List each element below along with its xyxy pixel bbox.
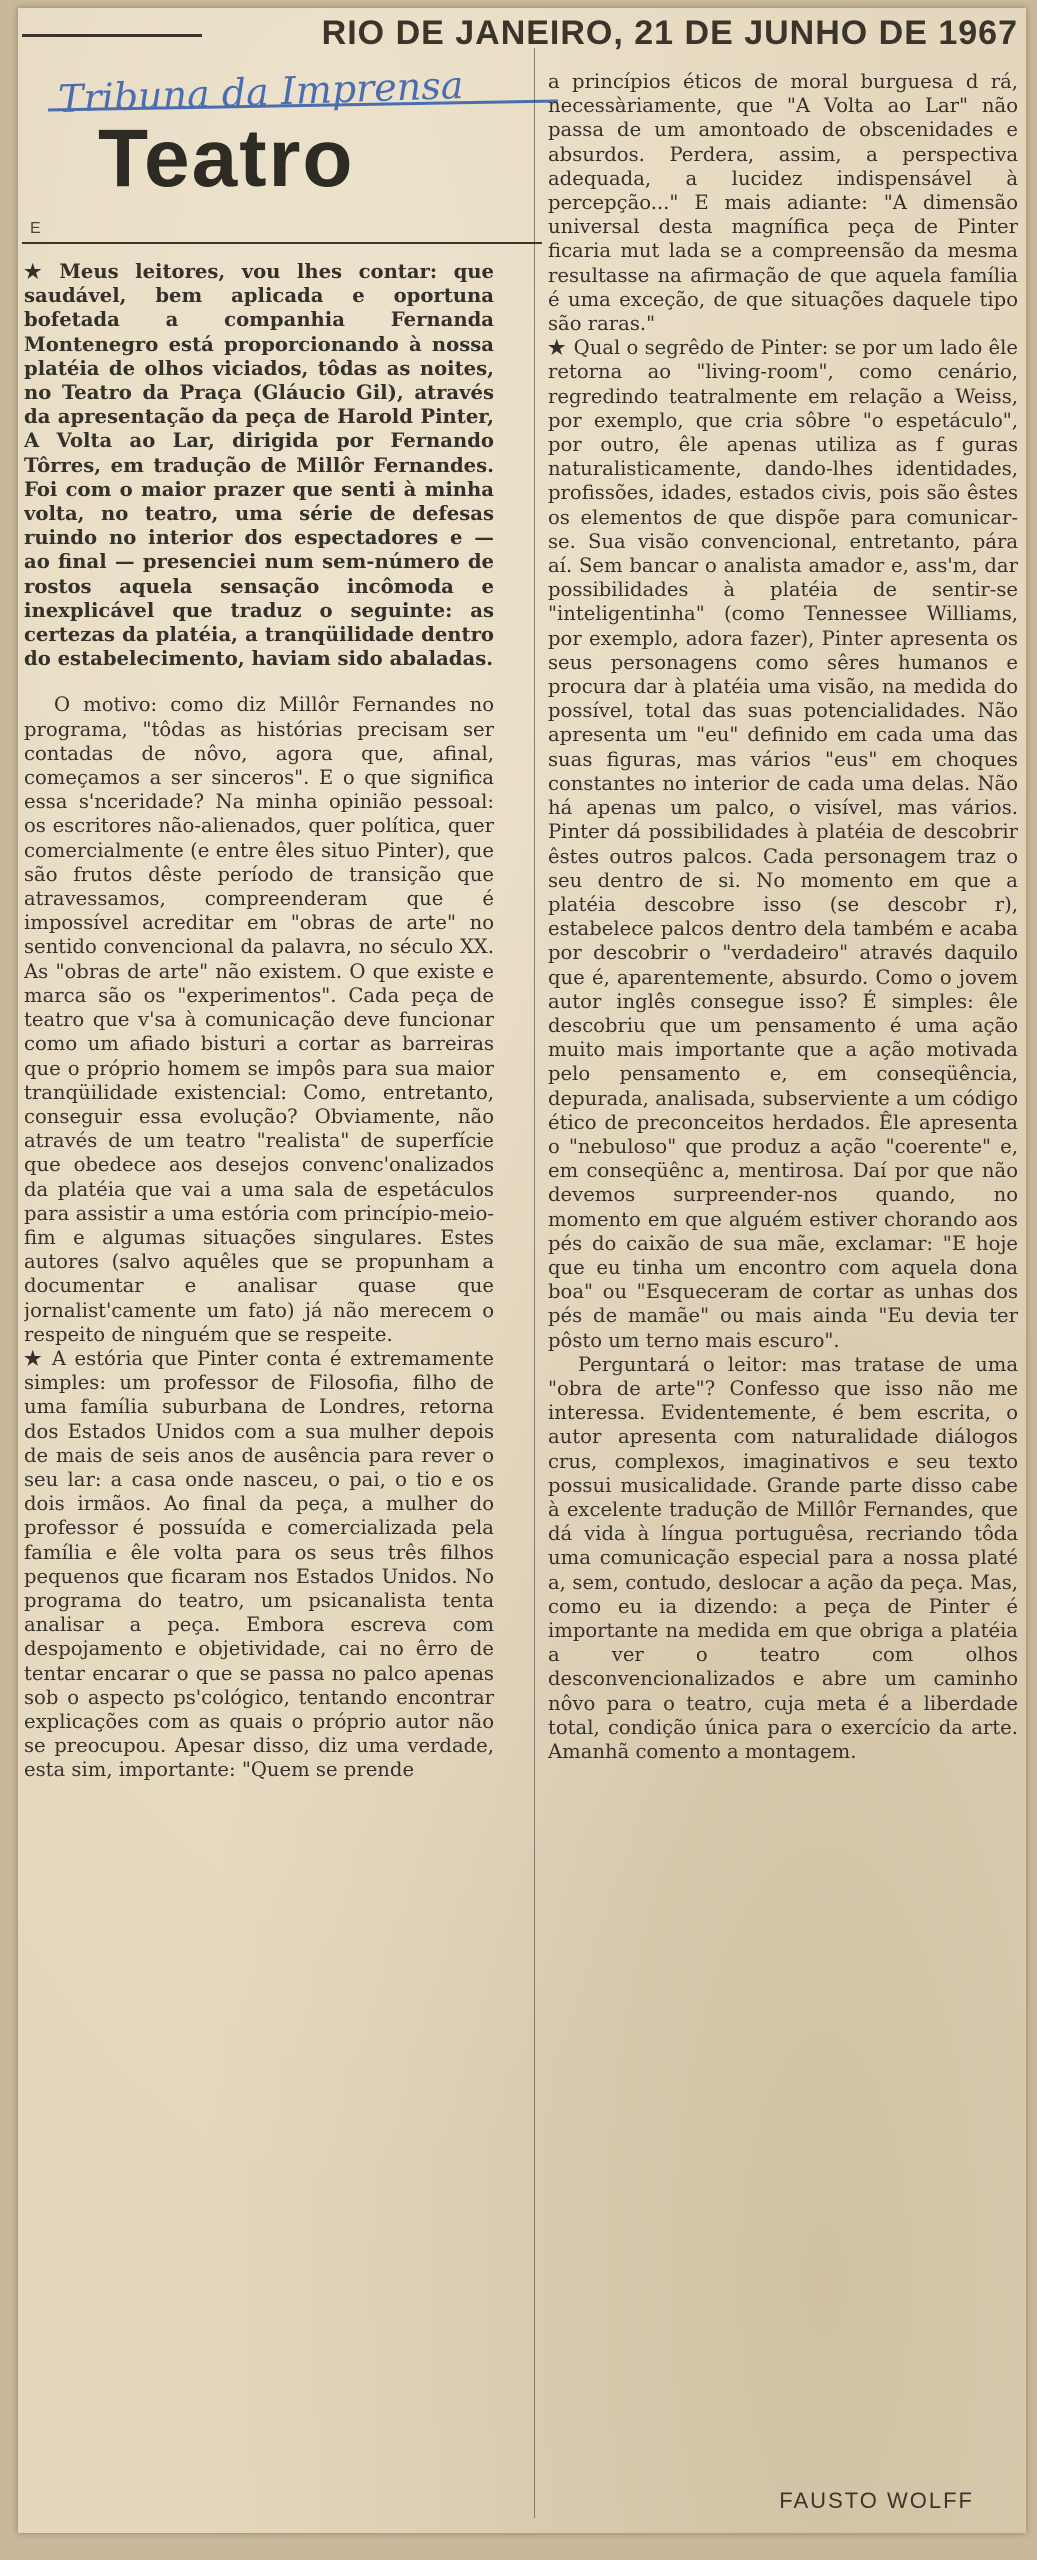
newspaper-clipping [18,8,1026,2533]
paragraph-text: a princípios éticos de moral burguesa d rá, necessàriamente, que "A Volta ao Lar" não passa de um amontoado de obscenidades e absurdos. Perdera, assim, a perspectiva adequada, a lucidez indispensável à percepção..." E mais adiante: "A dimensão universal desta magnífica peça de Pinter ficaria mut lada se a compreensão da mesma resultasse na afirmação de que aquela família é uma exceção, de que situações daquele tipo são raras." [548,70,1018,336]
article-paragraph [548,70,1018,336]
article-paragraph [548,1353,1018,1764]
left-column [24,260,494,2530]
star-bullet-icon: ★ [24,260,52,283]
article-paragraph [548,336,1018,1353]
dateline-rule [22,34,202,37]
paragraph-text: Meus leitores, vou lhes contar: que saudável, bem aplicada e oportuna bofetada a companhia Fernanda Montenegro está proporcionando à nossa platéia de olhos viciados, tôdas as noites, no Teatro da Praça (Gláucio Gil), através da apresentação da peça de Harold Pinter, A Volta ao Lar, dirigida por Fernando Tôrres, em tradução de Millôr Fernandes. Foi com o maior prazer que senti à minha volta, no teatro, uma série de defesas ruindo no interior dos espectadores e — ao final — presenciei num sem-número de rostos aquela sensação incômoda e inexplicável que traduz o seguinte: as certezas da platéia, a tranqüilidade dentro do estabelecimento, haviam sido abaladas. [24,260,494,671]
right-column [548,70,1018,2510]
star-bullet-icon: ★ [24,1346,44,1370]
handwritten-note: Tribuna da Imprensa [57,62,465,122]
paragraph-text: Perguntará o leitor: mas tratase de uma "obra de arte"? Confesso que isso não me interessa. Evidentemente, é bem escrita, o autor apresenta com naturalidade diálogos crus, complexos, imaginativos e seu texto possui musicalidade. Grande parte disso cabe à excelente tradução de Millôr Fernandes, que dá vida à língua portuguêsa, recriando tôda uma comunicação especial para a nossa platé a, sem, contudo, deslocar a ação da peça. Mas, como eu ia dizendo: a peça de Pinter é importante na medida em que obriga a platéia a ver o teatro com olhos desconvencionalizados e abre um caminho nôvo para o teatro, cuja meta é a liberdade total, condição única para o exercício da arte. Amanhã comento a montagem. [548,1352,1018,1764]
column-divider [534,48,535,2518]
star-bullet-icon: ★ [548,336,566,360]
article-paragraph [24,260,494,671]
paragraph-text: O motivo: como diz Millôr Fernandes no programa, "tôdas as histórias precisam ser contadas de nôvo, agora que, afinal, começamos a ser sinceros". E o que significa essa s'nceridade? Na minha opinião pessoal: os escritores não-alienados, quer política, quer comercialmente (e entre êles situo Pinter), que são frutos dêste período de transição que atravessamos, compreenderam que é impossível acreditar em "obras de arte" no sentido convencional da palavra, no século XX. As "obras de arte" não existem. O que existe e marca são os "experimentos". Cada peça de teatro que v'sa à comunicação deve funcionar como um afiado bisturi a cortar as barreiras que o próprio homem se impôs para sua maior tranqüilidade existencial: Como, entretanto, conseguir essa evolução? Obviamente, não através de um teatro "realista" de superfície que obedece aos desejos convenc'onalizados da platéia que vai a uma sala de espetáculos para assistir a uma estória com princípio-meio-fim e algumas situações singulares. Estes autores (salvo aquêles que se propunham a documentar e analisar quase que jornalist'camente um fato) já não merecem o respeito de ninguém que se respeite. [24,693,494,1346]
header-rule [22,242,542,244]
section-title: Teatro [98,113,355,204]
paragraph-text: A estória que Pinter conta é extremamente simples: um professor de Filosofia, filho de uma família suburbana de Londres, retorna dos Estados Unidos com a sua mulher depois de mais de seis anos de ausência para rever o seu lar: a casa onde nasceu, o pai, o tio e os dois irmãos. Ao final da peça, a mulher do professor é possuída e comercializada pela família e êle volta para os seus três filhos pequenos que ficaram nos Estados Unidos. No programa do teatro, um psicanalista tenta analisar a peça. Embora escreva com despojamento e objetividade, cai no êrro de tentar encarar o que se passa no palco apenas sob o aspecto ps'cológico, tentando encontrar explicações com as quais o próprio autor não se preocupou. Apesar disso, diz uma verdade, esta sim, importante: "Quem se prende [24,1346,494,1782]
author-byline: FAUSTO WOLFF [779,2488,974,2513]
small-mark: E [30,220,41,237]
dateline: RIO DE JANEIRO, 21 DE JUNHO DE 1967 [321,14,1018,52]
paragraph-text: Qual o segrêdo de Pinter: se por um lado êle retorna ao "living-room", como cenário, regredindo teatralmente em relação a Weiss, por exemplo, que cria sôbre "o espetáculo", por outro, êle apenas utiliza as f guras naturalisticamente, dando-lhes identidades, profissões, idades, estados civis, pois são êstes os elementos de que dispõe para comunicar-se. Sua visão convencional, entretanto, pára aí. Sem bancar o analista amador e, ass'm, dar possibilidades à platéia de sentir-se "inteligentinha" (como Tennessee Williams, por exemplo, adora fazer), Pinter apresenta os seus personagens como sêres humanos e procura dar à platéia uma visão, na medida do possível, total das suas potencialidades. Não apresenta um "eu" definido em cada uma das suas figuras, mas vários "eus" em choques constantes no interior de cada uma delas. Não há apenas um palco, o visível, mas vários. Pinter dá possibilidades à platéia de descobrir êstes outros palcos. Cada personagem traz o seu dentro de si. No momento em que a platéia descobre isso (se descobr r), estabelece palcos dentro dela também e acaba por descobrir o "verdadeiro" através daquilo que é, aparentemente, absurdo. Como o jovem autor inglês consegue isso? É simples: êle descobriu que um pensamento é uma ação muito mais importante que a ação motivada pelo pensamento e, em conseqüência, depurada, analisada, subserviente a um código ético de preconceitos herdados. Êle apresenta o "nebuloso" que produz a ação "coerente" e, em conseqüênc a, mentirosa. Daí por que não devemos surpreender-nos quando, no momento em que alguém estiver chorando aos pés do caixão de sua mãe, exclamar: "E hoje que eu tinha um encontro com aquela dona boa" ou "Esqueceram de cortar as unhas dos pés de mamãe" ou mais ainda "Eu devia ter pôsto um terno mais escuro". [548,336,1018,1352]
article-paragraph [24,693,494,1346]
article-paragraph [24,1347,494,1783]
